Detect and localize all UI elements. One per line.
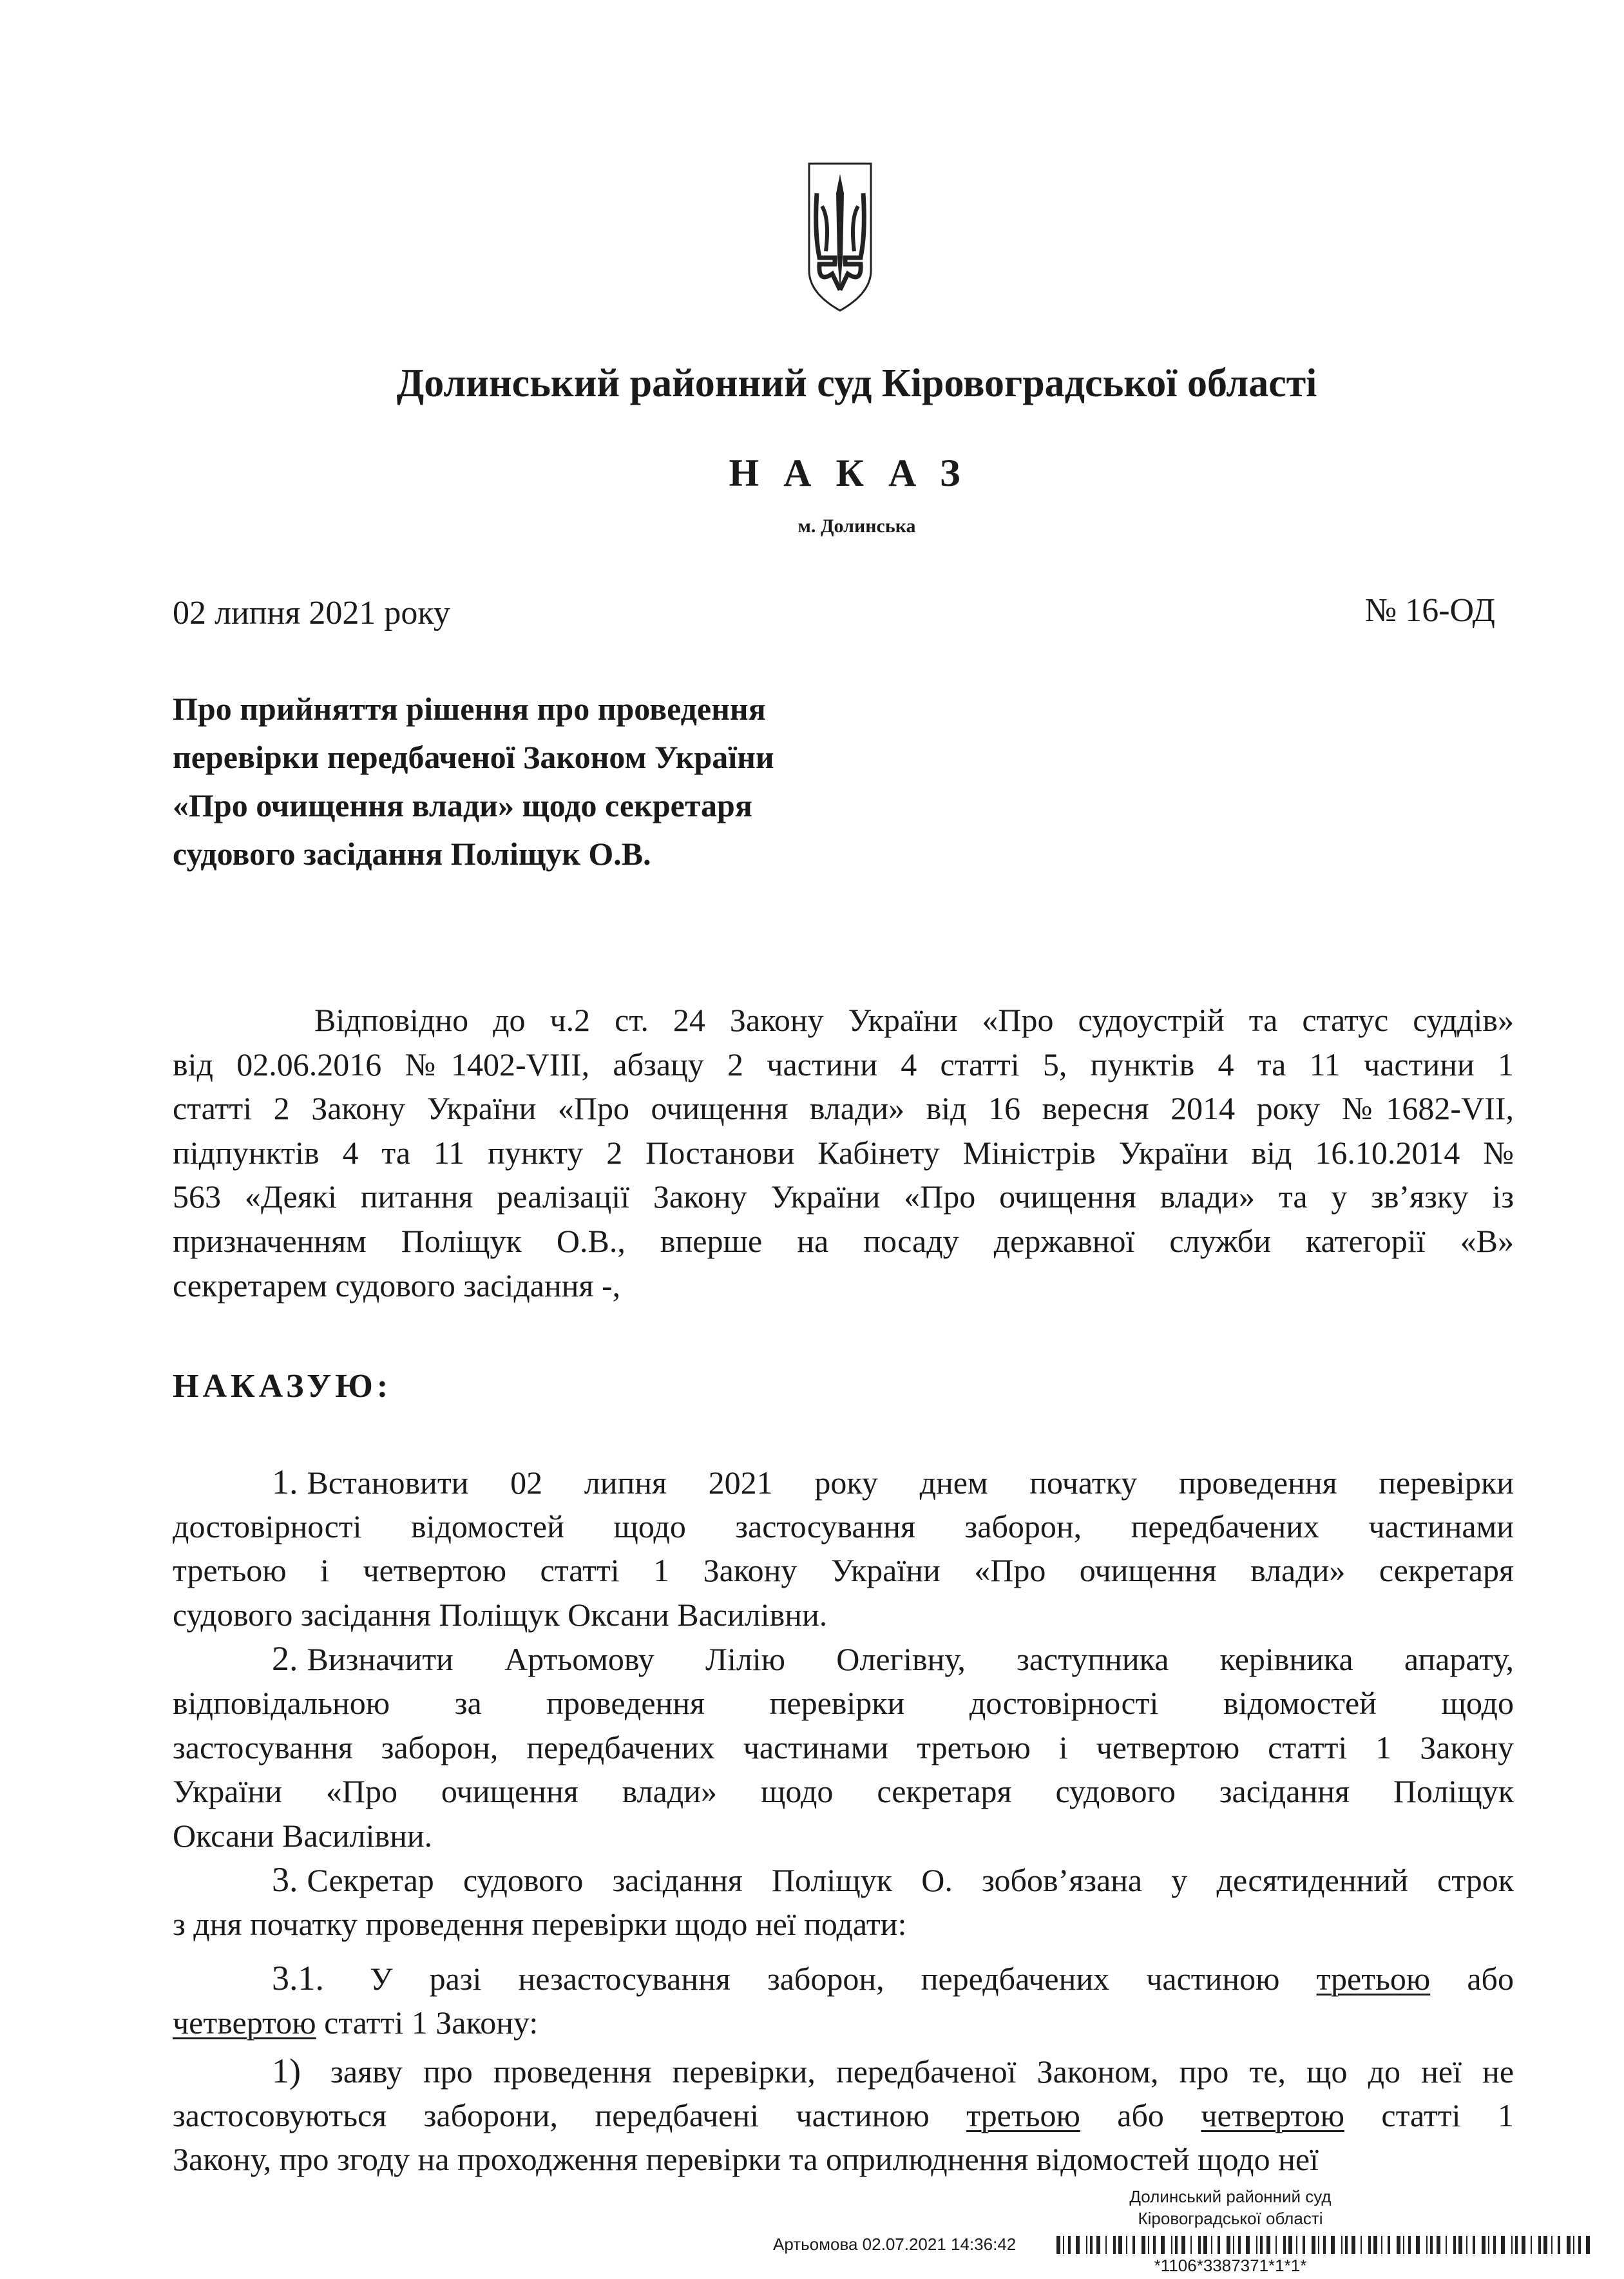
item-line (173, 1726, 1514, 1770)
barcode-bar (1341, 2236, 1342, 2254)
barcode-bar (1403, 2236, 1404, 2254)
barcode-bar (1567, 2236, 1571, 2254)
barcode-bar (1126, 2236, 1127, 2254)
barcode-bar (1181, 2236, 1185, 2254)
item-line (173, 1505, 1514, 1549)
barcode-bar (1437, 2236, 1440, 2254)
sub-item-text: або (1080, 2097, 1201, 2133)
barcode-bar (1408, 2236, 1411, 2254)
item-number: 1. (272, 1463, 298, 1501)
barcode-bar (1090, 2236, 1093, 2254)
order-items (173, 1460, 1514, 1947)
barcode-bar (1113, 2236, 1116, 2254)
barcode-bar (1352, 2236, 1355, 2254)
subject-line: судового засідання Поліщук О.В. (173, 836, 651, 872)
item-line (173, 1902, 1514, 1947)
barcode-bar (1063, 2236, 1064, 2254)
barcode-bar (1105, 2236, 1107, 2254)
barcode-bar (1171, 2236, 1172, 2254)
barcode-bar (1246, 2236, 1250, 2254)
barcode-bar (1453, 2236, 1456, 2254)
item-text: судового засідання Поліщук Оксани Василівни. (173, 1596, 828, 1633)
barcode-bar (1381, 2236, 1382, 2254)
item-text: з дня початку проведення перевірки щодо неї подати: (173, 1905, 907, 1942)
stamp-court-line: Долинський районний суд (1129, 2187, 1332, 2206)
item-number: 2. (272, 1639, 298, 1678)
barcode-bar (1266, 2236, 1270, 2254)
barcode-bar (1076, 2236, 1080, 2254)
barcode-bar (1096, 2236, 1100, 2254)
item-line (173, 1460, 1514, 1505)
barcode-bar (1218, 2236, 1220, 2254)
sub-item-line (173, 1956, 1514, 2001)
underlined-text: третьою (966, 2097, 1080, 2133)
barcode-bar (1473, 2236, 1475, 2254)
barcode-bar (1586, 2236, 1590, 2254)
item-line (173, 1769, 1514, 1814)
item-text: Секретар судового засідання Поліщук О. зобов’язана у десятиденний строк (307, 1862, 1514, 1899)
preamble-line: підпунктів 4 та 11 пункту 2 Постанови Кабінету Міністрів України від 16.10.2014 № (173, 1134, 1514, 1171)
barcode-bar (1558, 2236, 1560, 2254)
barcode-bar (1458, 2236, 1462, 2254)
barcode-bar (1578, 2236, 1581, 2254)
underlined-text: третьою (1316, 1961, 1431, 1997)
item-line (173, 1548, 1514, 1593)
barcode-bar (1190, 2236, 1192, 2254)
barcode-bar (1318, 2236, 1319, 2254)
preamble-line: 563 «Деякі питання реалізації Закону України «Про очищення влади» та у зв’язку із (173, 1178, 1514, 1215)
barcode-bar (1256, 2236, 1257, 2254)
barcode-bar (1148, 2236, 1149, 2254)
item-line (173, 1858, 1514, 1902)
document-number: № 16-ОД (1364, 592, 1495, 629)
barcode-bar (1132, 2236, 1135, 2254)
barcode-bar (1056, 2236, 1060, 2254)
item-text: третьою і четвертою статті 1 Закону України «Про очищення влади» секретаря (173, 1552, 1514, 1589)
barcode-bar (1368, 2236, 1371, 2254)
barcode-bar (1288, 2236, 1292, 2254)
barcode-bar (1118, 2236, 1122, 2254)
sub-item-text: Закону, про згоду на проходження перевірки та оприлюднення відомостей щодо неї (173, 2141, 1319, 2178)
sub-item-text: заяву про проведення перевірки, передбаченої Законом, про те, що до неї не (330, 2053, 1514, 2090)
preamble-line: статті 2 Закону України «Про очищення влади» від 16 вересня 2014 року №1682-VII, (173, 1090, 1514, 1127)
barcode-bar (1086, 2236, 1087, 2254)
sub-item-number: 3.1. (272, 1959, 324, 1997)
barcode-bar (1543, 2236, 1547, 2254)
barcode-bar (1260, 2236, 1263, 2254)
sub-item-text: У разі незастосування заборон, передбачених частиною (370, 1961, 1317, 1997)
item-line (173, 1637, 1514, 1681)
barcode-bar (1283, 2236, 1286, 2254)
sub-item-line (173, 2093, 1514, 2137)
barcode-bar (1198, 2236, 1201, 2254)
barcode-bar (1142, 2236, 1145, 2254)
orders-heading: НАКАЗУЮ: (173, 1368, 392, 1405)
sub-item-number: 1) (272, 2052, 301, 2090)
stamp-court-line: Кіровоградської області (1138, 2209, 1323, 2228)
barcode-bar (1238, 2236, 1241, 2254)
subject-line: «Про очищення влади» щодо секретаря (173, 787, 752, 823)
sub-item-text: статті 1 (1344, 2097, 1514, 2133)
stamp-author-time: Артьомова 02.07.2021 14:36:42 (773, 2235, 1017, 2254)
sub-item-1 (173, 2048, 1514, 2181)
underlined-text: четвертою (1201, 2097, 1344, 2133)
barcode-bar (1227, 2236, 1230, 2254)
barcode-bar (1466, 2236, 1467, 2254)
item-text: Визначити Артьомову Лілію Олегівну, заступника керівника апарату, (307, 1641, 1514, 1678)
item-text: України «Про очищення влади» щодо секретаря судового засідання Поліщук (173, 1773, 1514, 1810)
barcode-bar (1551, 2236, 1552, 2254)
item-text: Встановити 02 липня 2021 року днем початку проведення перевірки (307, 1465, 1514, 1501)
barcode-bar (1538, 2236, 1541, 2254)
sub-item-3-1 (173, 1956, 1514, 2044)
signature-stamp-court (1031, 2186, 1430, 2229)
barcode-bar (1531, 2236, 1532, 2254)
city: м. Долинська (798, 515, 916, 537)
item-text: застосування заборон, передбачених частинами третьою і четвертою статті 1 Закону (173, 1729, 1514, 1765)
barcode-bar (1361, 2236, 1362, 2254)
coat-of-arms-trident-icon (807, 161, 874, 313)
barcode-bar (1312, 2236, 1315, 2254)
item-text: Оксани Василівни. (173, 1817, 433, 1854)
preamble-line: секретарем судового засідання -, (173, 1267, 621, 1303)
item-text: достовірності відомостей щодо застосування заборон, передбачених частинами (173, 1508, 1514, 1544)
barcode-bar (1511, 2236, 1513, 2254)
sub-item-text: статті 1 Закону: (316, 2004, 539, 2041)
preamble-line: від 02.06.2016 №1402-VIII, абзацу 2 частини 4 статті 5, пунктів 4 та 11 частини 1 (173, 1046, 1514, 1082)
barcode-bar (1522, 2236, 1525, 2254)
barcode-bar (1397, 2236, 1400, 2254)
preamble (173, 998, 1514, 1307)
sub-item-text: застосовуються заборони, передбачені частиною (173, 2097, 967, 2133)
barcode-bar (1426, 2236, 1428, 2254)
barcode-bar (1345, 2236, 1348, 2254)
barcode-bar (1203, 2236, 1207, 2254)
document-type: НАКАЗ (729, 452, 985, 494)
barcode-bar (1482, 2236, 1485, 2254)
barcode-bar (1233, 2236, 1234, 2254)
subject-line: перевірки передбаченої Законом України (173, 739, 774, 775)
sub-item-line (173, 2048, 1514, 2093)
barcode-bar (1211, 2236, 1212, 2254)
item-line (173, 1814, 1514, 1858)
barcode-bar (1488, 2236, 1489, 2254)
barcode-bar (1388, 2236, 1390, 2254)
barcode-bar (1416, 2236, 1420, 2254)
barcode (1056, 2236, 1591, 2254)
barcode-bar (1573, 2236, 1574, 2254)
sub-item-line (173, 2001, 1514, 2045)
barcode-bar (1275, 2236, 1277, 2254)
barcode-bar (1296, 2236, 1297, 2254)
barcode-bar (1501, 2236, 1505, 2254)
barcode-bar (1303, 2236, 1305, 2254)
barcode-bar (1446, 2236, 1447, 2254)
item-line (173, 1681, 1514, 1726)
subject-line: Про прийняття рішення про проведення (173, 691, 766, 727)
barcode-bar (1515, 2236, 1518, 2254)
item-number: 3. (272, 1860, 298, 1899)
barcode-bar (1153, 2236, 1156, 2254)
barcode-bar (1175, 2236, 1178, 2254)
barcode-bar (1430, 2236, 1433, 2254)
underlined-text: четвертою (173, 2004, 316, 2041)
barcode-bar (1373, 2236, 1377, 2254)
sub-item-text: або (1430, 1961, 1514, 1997)
barcode-bar (1331, 2236, 1335, 2254)
item-text: відповідальною за проведення перевірки достовірності відомостей щодо (173, 1684, 1514, 1721)
barcode-bar (1323, 2236, 1326, 2254)
barcode-bar (1161, 2236, 1165, 2254)
preamble-line: Відповідно до ч.2 ст. 24 Закону України «Про судоустрій та статус суддів» (314, 1002, 1514, 1038)
document-subject (173, 685, 774, 878)
sub-item-line (173, 2137, 1514, 2181)
court-name: Долинський районний суд Кіровоградської області (396, 361, 1317, 405)
document-date: 02 липня 2021 року (173, 595, 450, 631)
preamble-line: призначенням Поліщук О.В., вперше на посаду державної служби категорії «В» (173, 1222, 1514, 1259)
barcode-bar (1068, 2236, 1071, 2254)
barcode-bar (1493, 2236, 1496, 2254)
item-line (173, 1593, 1514, 1637)
barcode-number: *1106*3387371*1*1* (1154, 2256, 1307, 2275)
